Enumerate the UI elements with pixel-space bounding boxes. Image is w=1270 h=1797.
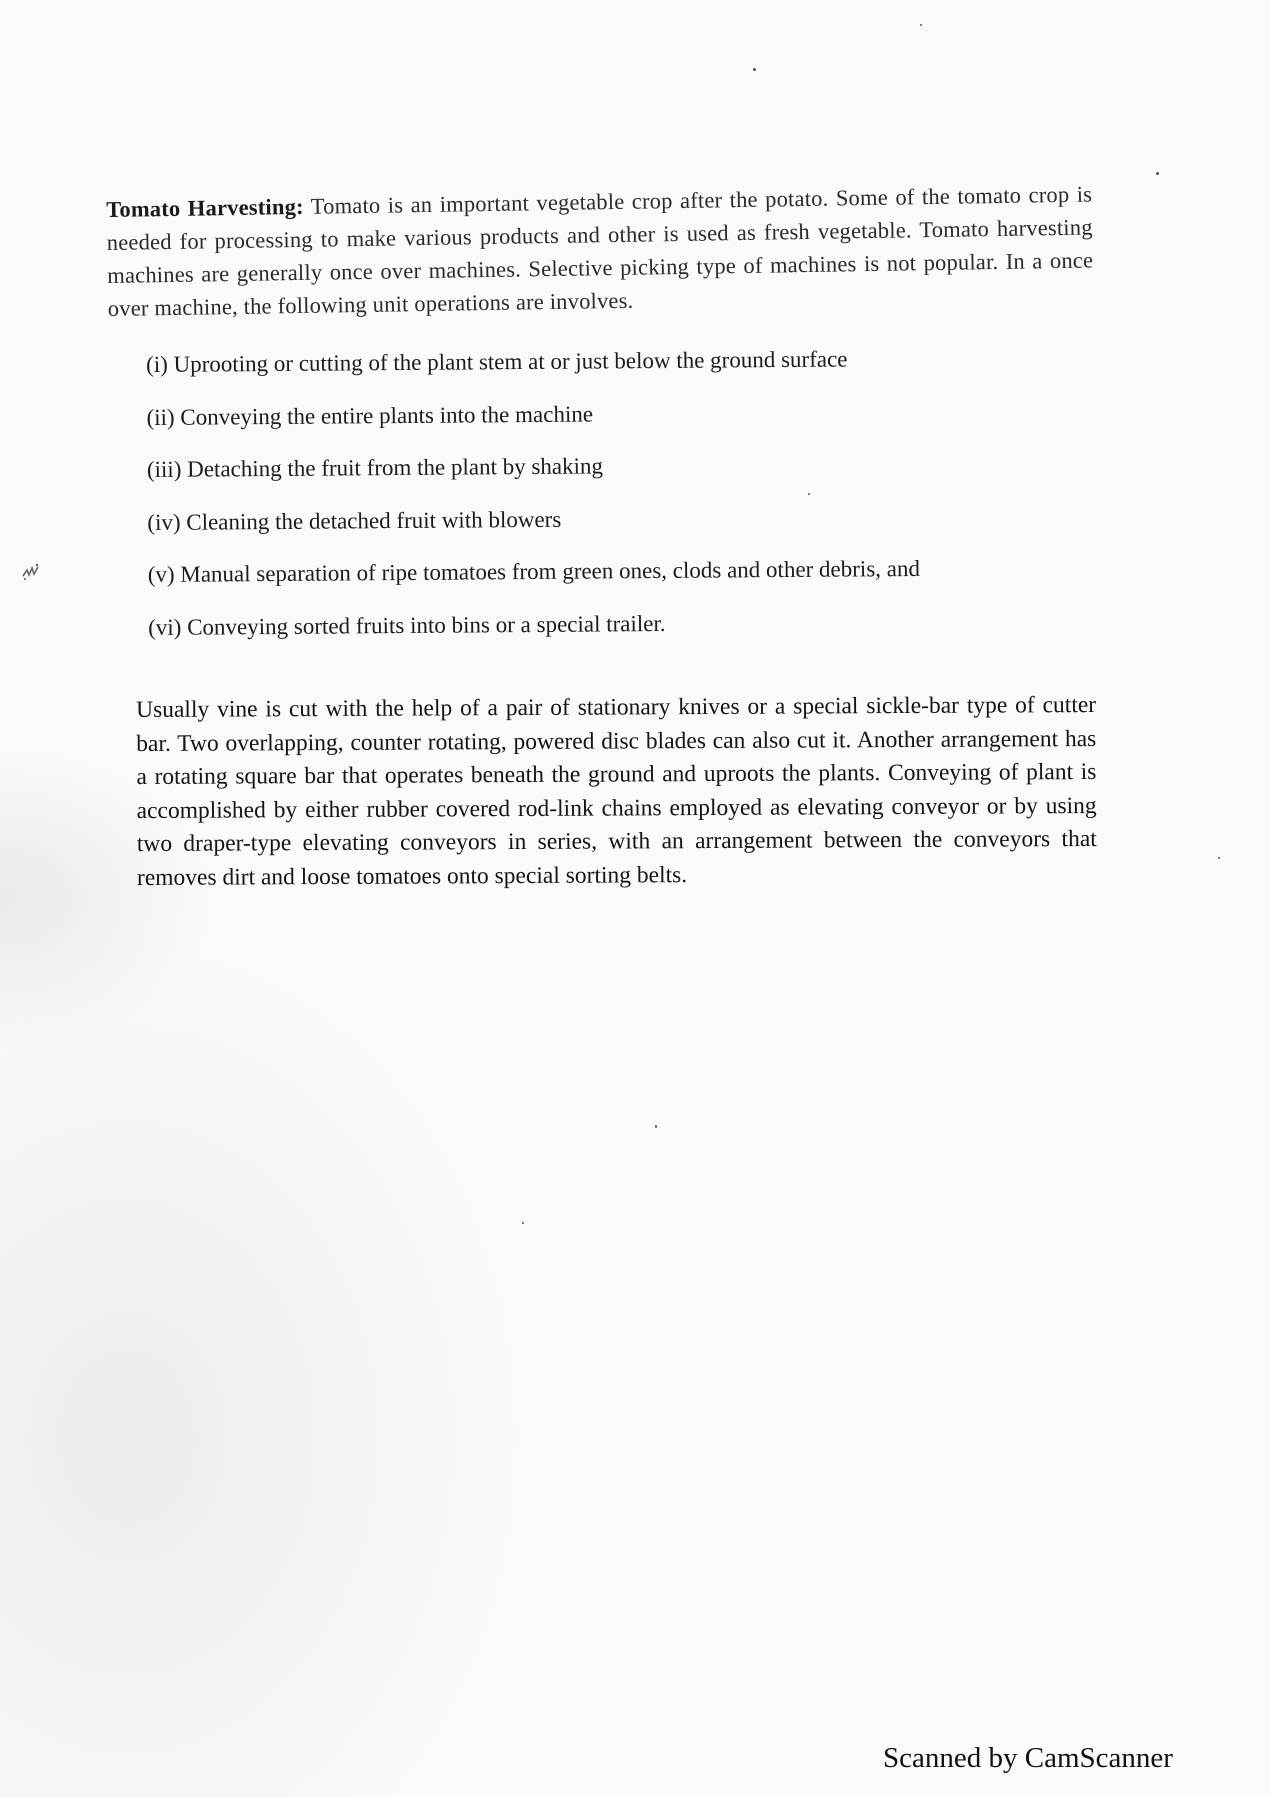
list-item: (v) Manual separation of ripe tomatoes from green ones, clods and other debris, and <box>147 555 921 587</box>
description-paragraph: Usually vine is cut with the help of a pair of stationary knives or a special sickle-bar type of cutter bar. Two overlapping, counter rotating, powered disc blades can also cut it. Another arrangement has a rotating square bar that operates beneath the ground and uproots the plants. Conveying of plant is accomplished by either rubber covered rod-link chains employed as elevating conveyor or by using two draper-type elevating conveyors in series, with an arrangement between the conveyors that removes dirt and loose tomatoes onto special sorting belts. <box>136 691 1097 890</box>
scan-speck <box>1156 172 1159 175</box>
list-item: (i) Uprooting or cutting of the plant stem at or just below the ground surface <box>146 346 848 377</box>
list-item: (vi) Conveying sorted fruits into bins or a special trailer. <box>148 610 666 640</box>
intro-text: Tomato is an important vegetable crop after the potato. Some of the tomato crop is needed for processing to make various products and other is used as fresh vegetable. Tomato harvesting machines are generally once over machines. Selective picking type of machines is not popular. In a once over machine, the following unit operations are involves. <box>106 181 1094 321</box>
list-item: (iii) Detaching the fruit from the plant by shaking <box>146 453 604 482</box>
unit-operations-list <box>146 343 1088 665</box>
scanner-watermark: Scanned by CamScanner <box>883 1742 1173 1774</box>
scan-speck <box>753 68 756 71</box>
list-item: (iv) Cleaning the detached fruit with blowers <box>147 506 562 535</box>
scan-speck <box>1218 857 1220 859</box>
intro-paragraph <box>106 177 1094 324</box>
scan-speck <box>522 1222 524 1224</box>
margin-scribble-icon <box>20 562 42 582</box>
scan-speck <box>655 1125 657 1128</box>
scan-speck <box>920 24 922 26</box>
list-item: (ii) Conveying the entire plants into the machine <box>146 400 594 430</box>
section-heading: Tomato Harvesting: <box>106 193 304 222</box>
